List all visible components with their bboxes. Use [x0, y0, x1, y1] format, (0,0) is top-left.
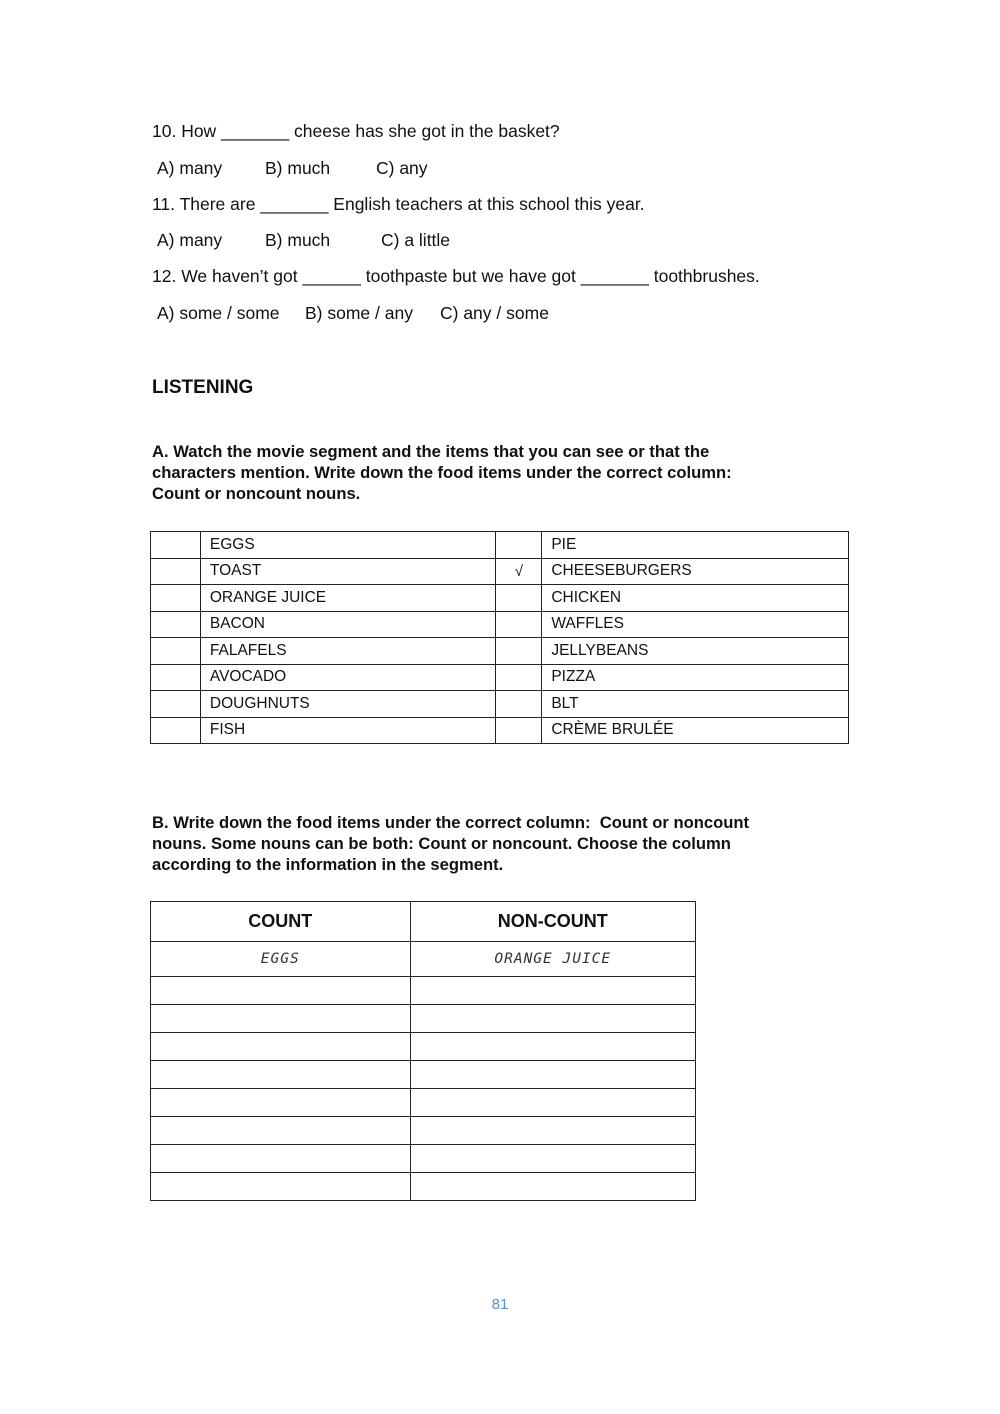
check-cell[interactable] [496, 638, 542, 665]
page-number: 81 [491, 1296, 509, 1313]
food-item: EGGS [200, 532, 496, 559]
table-row [151, 664, 849, 691]
noncount-answer-cell[interactable] [410, 1117, 695, 1145]
count-header: COUNT [151, 902, 411, 942]
option-b[interactable]: B) some / any [305, 303, 413, 323]
food-item: FISH [200, 717, 496, 744]
table-row [151, 1005, 696, 1033]
count-answer-cell[interactable] [151, 1145, 411, 1173]
instruction-line: characters mention. Write down the food items under the correct column: [152, 463, 732, 482]
check-cell[interactable] [151, 611, 201, 638]
noncount-answer-cell[interactable] [410, 1033, 695, 1061]
check-cell[interactable] [151, 691, 201, 718]
food-item: BLT [542, 691, 849, 718]
instruction-line: according to the information in the segment. [152, 855, 504, 874]
food-item: PIZZA [542, 664, 849, 691]
food-item: FALAFELS [200, 638, 496, 665]
check-cell[interactable] [151, 717, 201, 744]
option-b[interactable]: B) much [265, 230, 331, 250]
check-cell[interactable] [151, 664, 201, 691]
check-cell[interactable] [151, 638, 201, 665]
table-row [151, 1061, 696, 1089]
count-answer-cell[interactable] [151, 1089, 411, 1117]
example-row [151, 942, 696, 977]
instruction-line: A. Watch the movie segment and the items that you can see or that the [152, 442, 710, 461]
count-answer-cell[interactable] [151, 1117, 411, 1145]
count-answer-cell[interactable] [151, 1061, 411, 1089]
question-12: 12. We haven’t got ______ toothpaste but we have got _______ toothbrushes. [152, 266, 760, 286]
instruction-line: B. Write down the food items under the correct column: Count or noncount [152, 813, 750, 832]
food-item: DOUGHNUTS [200, 691, 496, 718]
count-answer-cell[interactable] [151, 1005, 411, 1033]
food-item: JELLYBEANS [542, 638, 849, 665]
count-answer-cell[interactable] [151, 1173, 411, 1201]
section-a-instructions [152, 441, 732, 504]
check-cell[interactable] [496, 664, 542, 691]
check-cell[interactable] [496, 717, 542, 744]
question-11: 11. There are _______ English teachers at this school this year. [152, 194, 645, 214]
table-row [151, 977, 696, 1005]
table-row [151, 717, 849, 744]
table-row [151, 1033, 696, 1061]
option-b[interactable]: B) much [265, 158, 331, 178]
food-item: TOAST [200, 558, 496, 585]
noncount-answer-cell[interactable] [410, 1145, 695, 1173]
food-item: PIE [542, 532, 849, 559]
table-row [151, 532, 849, 559]
count-answer-cell[interactable] [151, 977, 411, 1005]
check-cell[interactable] [496, 611, 542, 638]
food-items-table [150, 531, 849, 744]
option-c[interactable]: C) a little [381, 230, 451, 250]
check-cell[interactable] [151, 532, 201, 559]
listening-heading: LISTENING [152, 377, 254, 398]
table-row [151, 1117, 696, 1145]
food-item: AVOCADO [200, 664, 496, 691]
table-row [151, 691, 849, 718]
option-c[interactable]: C) any / some [440, 303, 549, 323]
check-cell[interactable] [496, 585, 542, 612]
instruction-line: nouns. Some nouns can be both: Count or noncount. Choose the column [152, 834, 731, 853]
check-cell[interactable] [151, 585, 201, 612]
section-b-instructions [152, 812, 749, 875]
table-row [151, 638, 849, 665]
noncount-answer-cell[interactable] [410, 1089, 695, 1117]
count-answer-cell[interactable] [151, 1033, 411, 1061]
option-a[interactable]: A) many [157, 230, 223, 250]
table-row [151, 611, 849, 638]
check-cell[interactable] [496, 691, 542, 718]
table-row [151, 1089, 696, 1117]
table-row [151, 558, 849, 585]
noncount-example: ORANGE JUICE [410, 942, 695, 977]
table-row [151, 1173, 696, 1201]
food-item: ORANGE JUICE [200, 585, 496, 612]
noncount-answer-cell[interactable] [410, 977, 695, 1005]
option-c[interactable]: C) any [376, 158, 428, 178]
table-row [151, 585, 849, 612]
food-item: WAFFLES [542, 611, 849, 638]
noncount-header: NON-COUNT [410, 902, 695, 942]
food-item: CRÈME BRULÉE [542, 717, 849, 744]
count-example: EGGS [151, 942, 411, 977]
noncount-answer-cell[interactable] [410, 1061, 695, 1089]
food-item: BACON [200, 611, 496, 638]
option-a[interactable]: A) some / some [157, 303, 280, 323]
check-cell[interactable] [151, 558, 201, 585]
noncount-answer-cell[interactable] [410, 1173, 695, 1201]
count-noncount-table [150, 901, 696, 1201]
instruction-line: Count or noncount nouns. [152, 484, 361, 503]
table-row [151, 1145, 696, 1173]
food-item: CHICKEN [542, 585, 849, 612]
table-header-row [151, 902, 696, 942]
food-item: CHEESEBURGERS [542, 558, 849, 585]
noncount-answer-cell[interactable] [410, 1005, 695, 1033]
check-cell[interactable] [496, 532, 542, 559]
question-10: 10. How _______ cheese has she got in the basket? [152, 121, 560, 141]
option-a[interactable]: A) many [157, 158, 223, 178]
check-cell[interactable]: √ [496, 558, 542, 585]
